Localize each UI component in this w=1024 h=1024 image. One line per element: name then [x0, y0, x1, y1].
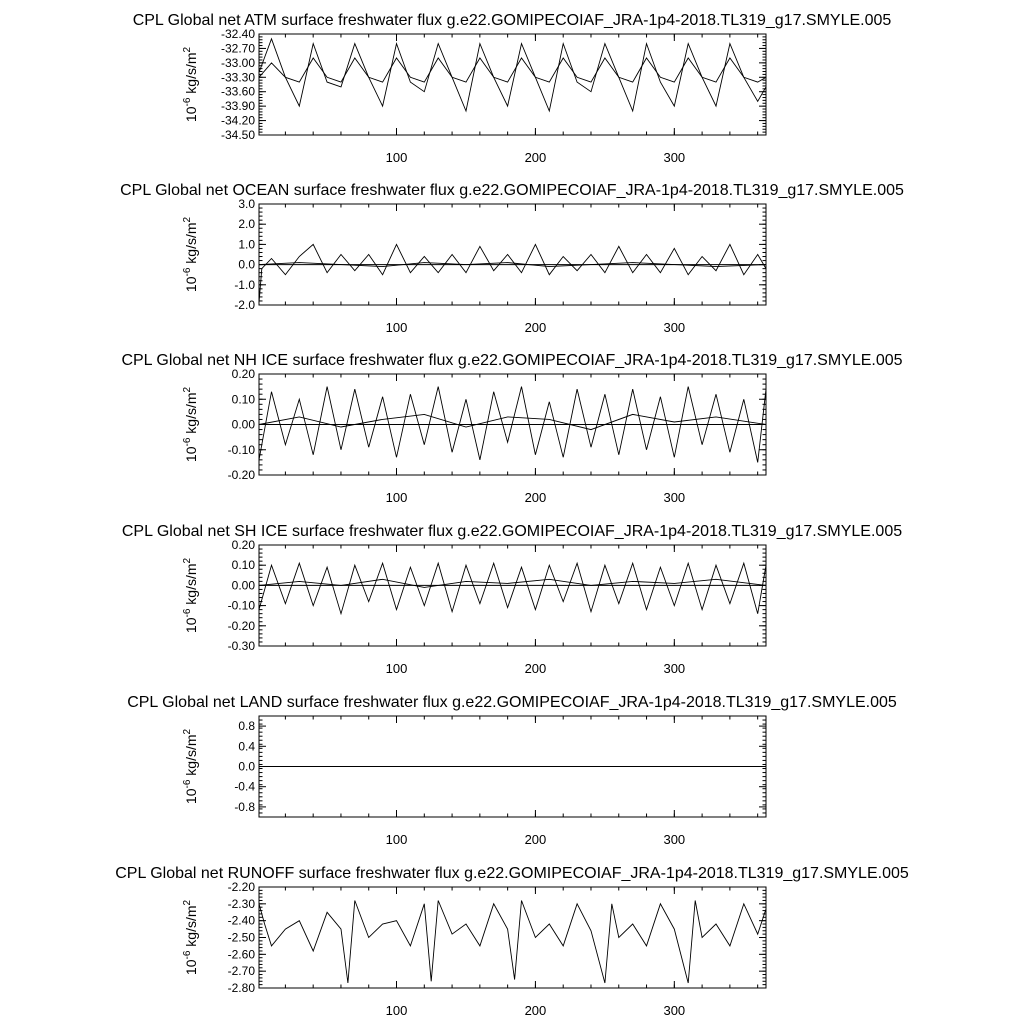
panel-title: CPL Global net OCEAN surface freshwater flux g.e22.GOMIPECOIAF_JRA-1p4-2018.TL319_g17.SMYLE.005: [120, 182, 904, 199]
x-tick-label: 100: [385, 832, 408, 847]
y-tick-label: 2.0: [238, 217, 255, 232]
y-tick-label: 0.4: [238, 739, 255, 754]
panel-title: CPL Global net NH ICE surface freshwater flux g.e22.GOMIPECOIAF_JRA-1p4-2018.TL319_g17.SMYLE.005: [121, 352, 903, 369]
x-tick-label: 100: [385, 1003, 408, 1018]
y-axis-label-part: kg/s/m: [183, 734, 199, 780]
y-tick-label: -32.70: [220, 41, 255, 56]
y-axis-label: [182, 728, 199, 804]
plot-frame: [259, 204, 766, 305]
panel-6: [115, 865, 909, 1018]
y-tick-label: 0.20: [231, 538, 255, 552]
y-axis-label-part: kg/s/m: [183, 905, 199, 951]
x-tick-label: 300: [663, 490, 686, 505]
x-tick-label: 100: [385, 320, 408, 335]
y-axis-label: [182, 46, 199, 122]
y-axis-label: [182, 899, 199, 975]
y-axis-label-part: 10: [183, 276, 199, 293]
x-tick-label: 300: [663, 320, 686, 335]
y-tick-label: 3.0: [238, 197, 255, 211]
panel-title: CPL Global net SH ICE surface freshwater flux g.e22.GOMIPECOIAF_JRA-1p4-2018.TL319_g17.SMYLE.005: [121, 523, 903, 540]
y-axis-label-part: -6: [182, 437, 193, 447]
y-tick-label: -2.40: [227, 913, 255, 928]
y-axis-label-part: 2: [182, 899, 193, 906]
y-axis-label-part: -6: [182, 97, 193, 107]
y-tick-label: -34.20: [220, 113, 255, 128]
x-tick-label: 300: [663, 661, 686, 676]
y-axis-label: [182, 386, 199, 462]
y-tick-label: -34.50: [220, 128, 255, 142]
plot-frame: [259, 545, 766, 646]
x-tick-label: 200: [524, 832, 547, 847]
panel-1: [133, 12, 892, 165]
y-axis-label: [182, 557, 199, 633]
y-axis-label-part: 10: [183, 959, 199, 976]
plot-frame: [259, 887, 766, 988]
y-axis-label-part: 2: [182, 386, 193, 393]
y-tick-label: 0.00: [231, 578, 255, 593]
y-tick-label: -0.10: [227, 598, 255, 613]
y-tick-label: -2.0: [234, 298, 255, 312]
panel-5: [127, 694, 897, 847]
y-axis-label: [182, 216, 199, 292]
y-tick-label: 0.0: [238, 257, 255, 272]
y-tick-label: 0.8: [238, 719, 255, 734]
panel-3: [121, 352, 902, 505]
y-tick-label: -33.00: [220, 55, 255, 70]
x-tick-label: 100: [385, 661, 408, 676]
series-line-1: [259, 901, 766, 984]
y-tick-label: 0.00: [231, 417, 255, 432]
y-axis-label-part: kg/s/m: [183, 392, 199, 438]
series-line-1: [259, 244, 766, 303]
x-tick-label: 200: [524, 490, 547, 505]
x-tick-label: 300: [663, 832, 686, 847]
series-line-1: [259, 39, 766, 111]
panel-2: [120, 182, 904, 335]
y-tick-label: -0.4: [234, 779, 255, 794]
y-tick-label: 0.20: [231, 367, 255, 381]
x-tick-label: 200: [524, 150, 547, 165]
y-axis-label-part: 2: [182, 46, 193, 53]
y-axis-label-part: 2: [182, 557, 193, 564]
y-tick-label: -0.20: [227, 468, 255, 482]
y-tick-label: 0.10: [231, 558, 255, 573]
x-tick-label: 300: [663, 150, 686, 165]
y-axis-label-part: 10: [183, 617, 199, 634]
y-tick-label: -0.30: [227, 639, 255, 653]
series-line-1: [259, 563, 766, 614]
panel-4: [122, 523, 902, 676]
y-tick-label: -33.30: [220, 70, 255, 85]
y-tick-label: -2.60: [227, 947, 255, 962]
y-tick-label: -2.20: [227, 880, 255, 894]
y-tick-label: 1.0: [238, 237, 255, 252]
y-tick-label: -33.90: [220, 99, 255, 114]
panel-title: CPL Global net LAND surface freshwater flux g.e22.GOMIPECOIAF_JRA-1p4-2018.TL319_g17.SMYLE.005: [127, 694, 897, 711]
y-axis-label-part: kg/s/m: [183, 563, 199, 609]
panel-title: CPL Global net ATM surface freshwater flux g.e22.GOMIPECOIAF_JRA-1p4-2018.TL319_g17.SMYLE.005: [132, 12, 892, 29]
y-tick-label: -0.20: [227, 618, 255, 633]
y-tick-label: -1.0: [234, 277, 255, 292]
y-axis-label-part: 2: [182, 216, 193, 223]
y-axis-label-part: -6: [182, 950, 193, 960]
x-tick-label: 300: [663, 1003, 686, 1018]
series-line-2: [259, 579, 766, 587]
y-tick-label: 0.0: [238, 759, 255, 774]
y-tick-label: -0.10: [227, 442, 255, 457]
y-axis-label-part: 10: [183, 446, 199, 463]
y-tick-label: -2.70: [227, 964, 255, 979]
x-tick-label: 200: [524, 661, 547, 676]
x-tick-label: 200: [524, 320, 547, 335]
y-axis-label-part: -6: [182, 779, 193, 789]
y-axis-label-part: 2: [182, 728, 193, 735]
y-axis-label-part: -6: [182, 267, 193, 277]
y-axis-label-part: kg/s/m: [183, 222, 199, 268]
y-tick-label: -2.30: [227, 896, 255, 911]
y-axis-label-part: 10: [183, 106, 199, 123]
y-tick-label: -33.60: [220, 84, 255, 99]
x-tick-label: 100: [385, 150, 408, 165]
y-tick-label: -2.50: [227, 930, 255, 945]
x-tick-label: 200: [524, 1003, 547, 1018]
y-tick-label: -32.40: [220, 27, 255, 41]
y-tick-label: -0.8: [234, 799, 255, 814]
y-tick-label: -2.80: [227, 981, 255, 995]
y-tick-label: 0.10: [231, 392, 255, 407]
panel-title: CPL Global net RUNOFF surface freshwater flux g.e22.GOMIPECOIAF_JRA-1p4-2018.TL319_g17.SMYLE.005: [115, 865, 909, 882]
y-axis-label-part: kg/s/m: [183, 52, 199, 98]
y-axis-label-part: 10: [183, 788, 199, 805]
y-axis-label-part: -6: [182, 608, 193, 618]
series-line-2: [259, 58, 766, 82]
x-tick-label: 100: [385, 490, 408, 505]
